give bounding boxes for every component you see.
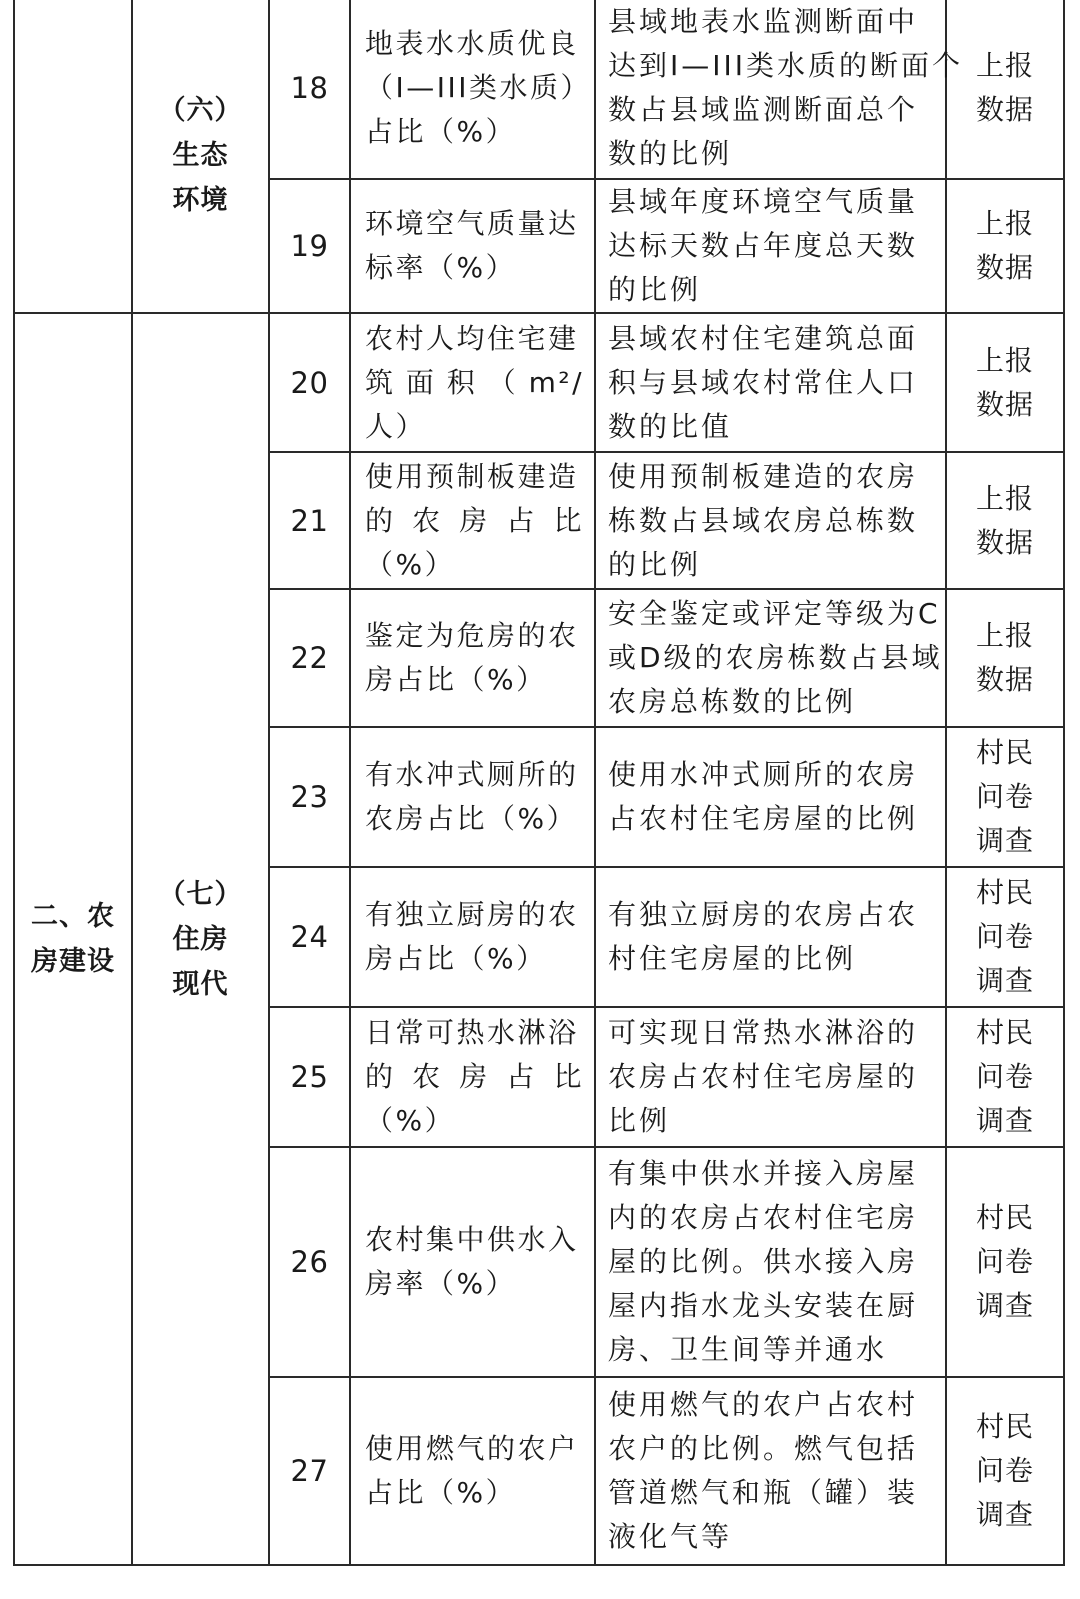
indicator-definition-line: 积与县域农村常住人口 <box>608 365 919 399</box>
data-source-line: 上报 <box>975 619 1034 652</box>
indicator-name <box>350 589 595 727</box>
indicator-definition-line: 安全鉴定或评定等级为C <box>608 597 941 630</box>
indicator-definition-line: 使用燃气的农户占农村 <box>608 1388 919 1421</box>
subcategory-housing <box>132 313 269 1565</box>
data-source-line: 数据 <box>975 93 1034 126</box>
indicator-name-line: （I—III类水质） <box>365 71 592 104</box>
indicator-definition-line: 房、卫生间等并通水 <box>608 1333 888 1366</box>
indicator-definition-line: 有独立厨房的农房占农 <box>608 898 919 931</box>
indicator-name-line: 鉴定为危房的农 <box>365 619 579 652</box>
indicator-definition-line: 使用水冲式厕所的农房 <box>608 758 919 791</box>
data-source-line: 问卷 <box>975 920 1034 953</box>
indicator-name-line: 使用预制板建造 <box>365 459 579 493</box>
subcategory-ecology-line2: 生态 <box>172 139 229 171</box>
indicator-name-line: 占比（%） <box>365 1476 517 1509</box>
indicator-name-line: 的农房占比 <box>365 1060 584 1093</box>
indicator-name <box>350 313 595 452</box>
indicator-definition-line: 液化气等 <box>608 1520 733 1553</box>
data-source <box>946 727 1064 867</box>
indicator-name-line: 房占比（%） <box>365 942 547 975</box>
data-source-line: 上报 <box>975 343 1034 377</box>
data-source <box>946 452 1064 589</box>
indicator-definition-line: 农房占农村住宅房屋的 <box>608 1060 919 1093</box>
data-source-line: 数据 <box>975 387 1034 421</box>
indicator-definition-line: 占农村住宅房屋的比例 <box>608 802 919 835</box>
row-number: 23 <box>269 727 350 867</box>
data-source <box>946 1147 1064 1377</box>
indicator-definition-line: 使用预制板建造的农房 <box>608 459 919 493</box>
data-source <box>946 867 1064 1007</box>
data-source <box>946 313 1064 452</box>
indicator-name <box>350 1147 595 1377</box>
subcategory-housing-line2: 住房 <box>172 923 229 955</box>
indicator-name-line: 有独立厨房的农 <box>365 898 579 931</box>
data-source-line: 村民 <box>975 1201 1034 1234</box>
data-source <box>946 1377 1064 1565</box>
indicator-definition <box>595 589 946 727</box>
indicator-definition-line: 栋数占县域农房总栋数 <box>608 503 919 537</box>
row-number: 24 <box>269 867 350 1007</box>
indicator-name <box>350 867 595 1007</box>
data-source-line: 数据 <box>975 663 1034 696</box>
subcategory-housing-line3: 现代 <box>172 968 229 1000</box>
indicator-definition-line: 县域年度环境空气质量 <box>608 185 919 218</box>
indicator-name-line: 占比（%） <box>365 115 517 148</box>
indicator-definition-line: 数的比例 <box>608 137 733 170</box>
data-source-line: 问卷 <box>975 780 1034 813</box>
data-source-line: 上报 <box>975 481 1034 515</box>
indicator-definition-line: 数占县域监测断面总个 <box>608 93 919 126</box>
row-number: 18 <box>269 0 350 179</box>
subcategory-ecology <box>132 0 269 313</box>
data-source-line: 问卷 <box>975 1060 1034 1093</box>
subcategory-ecology-line1: （六） <box>158 94 243 126</box>
indicator-name <box>350 179 595 313</box>
indicator-definition <box>595 179 946 313</box>
category-housing-line1: 二、农 <box>31 901 115 932</box>
indicator-definition <box>595 313 946 452</box>
category-housing-line2: 房建设 <box>31 946 115 977</box>
indicator-name-line: 标率（%） <box>365 251 517 284</box>
indicator-definition <box>595 727 946 867</box>
data-source-line: 村民 <box>975 1016 1034 1049</box>
data-source-line: 上报 <box>975 49 1034 82</box>
row-number: 19 <box>269 179 350 313</box>
indicator-definition <box>595 1377 946 1565</box>
data-source-line: 数据 <box>975 251 1034 284</box>
indicator-definition <box>595 1147 946 1377</box>
indicator-name <box>350 727 595 867</box>
indicator-name-line: 农村人均住宅建 <box>365 321 579 355</box>
data-source-line: 调查 <box>975 1289 1034 1322</box>
indicator-name-line: 地表水水质优良 <box>365 27 579 60</box>
indicator-definition <box>595 0 964 179</box>
row-number: 21 <box>269 452 350 589</box>
indicator-definition-line: 达标天数占年度总天数 <box>608 229 919 262</box>
data-source-line: 调查 <box>975 1104 1034 1137</box>
indicator-definition-line: 农户的比例。燃气包括 <box>608 1432 919 1465</box>
row-number: 27 <box>269 1377 350 1565</box>
indicator-name-line: 有水冲式厕所的 <box>365 758 579 791</box>
indicator-definition-line: 内的农房占农村住宅房 <box>608 1201 919 1234</box>
indicator-definition <box>595 452 946 589</box>
indicator-definition-line: 县域农村住宅建筑总面 <box>608 321 919 355</box>
indicator-name <box>350 452 595 589</box>
indicator-definition-line: 屋内指水龙头安装在厨 <box>608 1289 919 1322</box>
indicator-name-line: （%） <box>365 1104 456 1137</box>
row-number: 22 <box>269 589 350 727</box>
data-source <box>946 1007 1064 1147</box>
indicator-name <box>350 1007 595 1147</box>
data-source-line: 村民 <box>975 1410 1034 1443</box>
indicator-definition-line: 可实现日常热水淋浴的 <box>608 1016 919 1049</box>
indicator-definition-line: 数的比值 <box>608 409 733 443</box>
indicator-definition-line: 的比例 <box>608 547 702 581</box>
data-source-line: 村民 <box>975 736 1034 769</box>
indicator-definition-line: 比例 <box>608 1104 671 1137</box>
indicator-name-line: 农房占比（%） <box>365 802 578 835</box>
table-row <box>14 0 1064 179</box>
indicator-name-line: 房占比（%） <box>365 663 547 696</box>
data-source-line: 调查 <box>975 964 1034 997</box>
data-source <box>946 179 1064 313</box>
data-source <box>946 589 1064 727</box>
indicator-definition <box>595 867 946 1007</box>
indicator-definition-line: 管道燃气和瓶（罐）装 <box>608 1476 919 1509</box>
data-source-line: 调查 <box>975 1498 1034 1531</box>
data-source-line: 调查 <box>975 824 1034 857</box>
indicator-name-line: 日常可热水淋浴 <box>365 1016 579 1049</box>
indicator-name-line: 房率（%） <box>365 1267 517 1300</box>
data-source-line: 上报 <box>975 207 1034 240</box>
row-number: 26 <box>269 1147 350 1377</box>
data-source <box>946 0 1064 179</box>
indicator-definition-line: 有集中供水并接入房屋 <box>608 1157 919 1190</box>
subcategory-ecology-line3: 环境 <box>172 184 229 216</box>
indicator-name-line: 农村集中供水入 <box>365 1223 579 1256</box>
indicator-definition-line: 县域地表水监测断面中 <box>608 5 919 38</box>
data-source-line: 问卷 <box>975 1245 1034 1278</box>
data-source-line: 数据 <box>975 525 1034 559</box>
indicator-name-line: 的农房占比 <box>365 503 584 537</box>
table-row <box>14 313 1064 452</box>
row-number: 25 <box>269 1007 350 1147</box>
data-source-line: 问卷 <box>975 1454 1034 1487</box>
indicator-name <box>350 0 595 179</box>
subcategory-housing-line1: （七） <box>158 878 243 910</box>
category-housing <box>14 313 132 1565</box>
indicator-name-line: 人） <box>365 409 427 443</box>
indicator-name-line: 筑面积（m²/ <box>365 365 584 399</box>
indicator-definition-line: 村住宅房屋的比例 <box>608 942 857 975</box>
data-source-line: 村民 <box>975 876 1034 909</box>
indicator-name-line: 环境空气质量达 <box>365 207 579 240</box>
row-number: 20 <box>269 313 350 452</box>
indicator-definition-line: 或D级的农房栋数占县域 <box>608 641 943 674</box>
indicator-name-line: 使用燃气的农户 <box>365 1432 579 1465</box>
indicator-name <box>350 1377 595 1565</box>
category-cell-blank <box>14 0 132 313</box>
indicator-name-line: （%） <box>365 547 456 581</box>
indicator-definition-line: 屋的比例。供水接入房 <box>608 1245 919 1278</box>
indicator-table <box>13 0 1065 1566</box>
indicator-definition <box>595 1007 946 1147</box>
indicator-definition-line: 农房总栋数的比例 <box>608 685 857 718</box>
indicator-definition-line: 的比例 <box>608 273 702 306</box>
indicator-definition-line: 达到I—III类水质的断面个 <box>608 49 964 82</box>
